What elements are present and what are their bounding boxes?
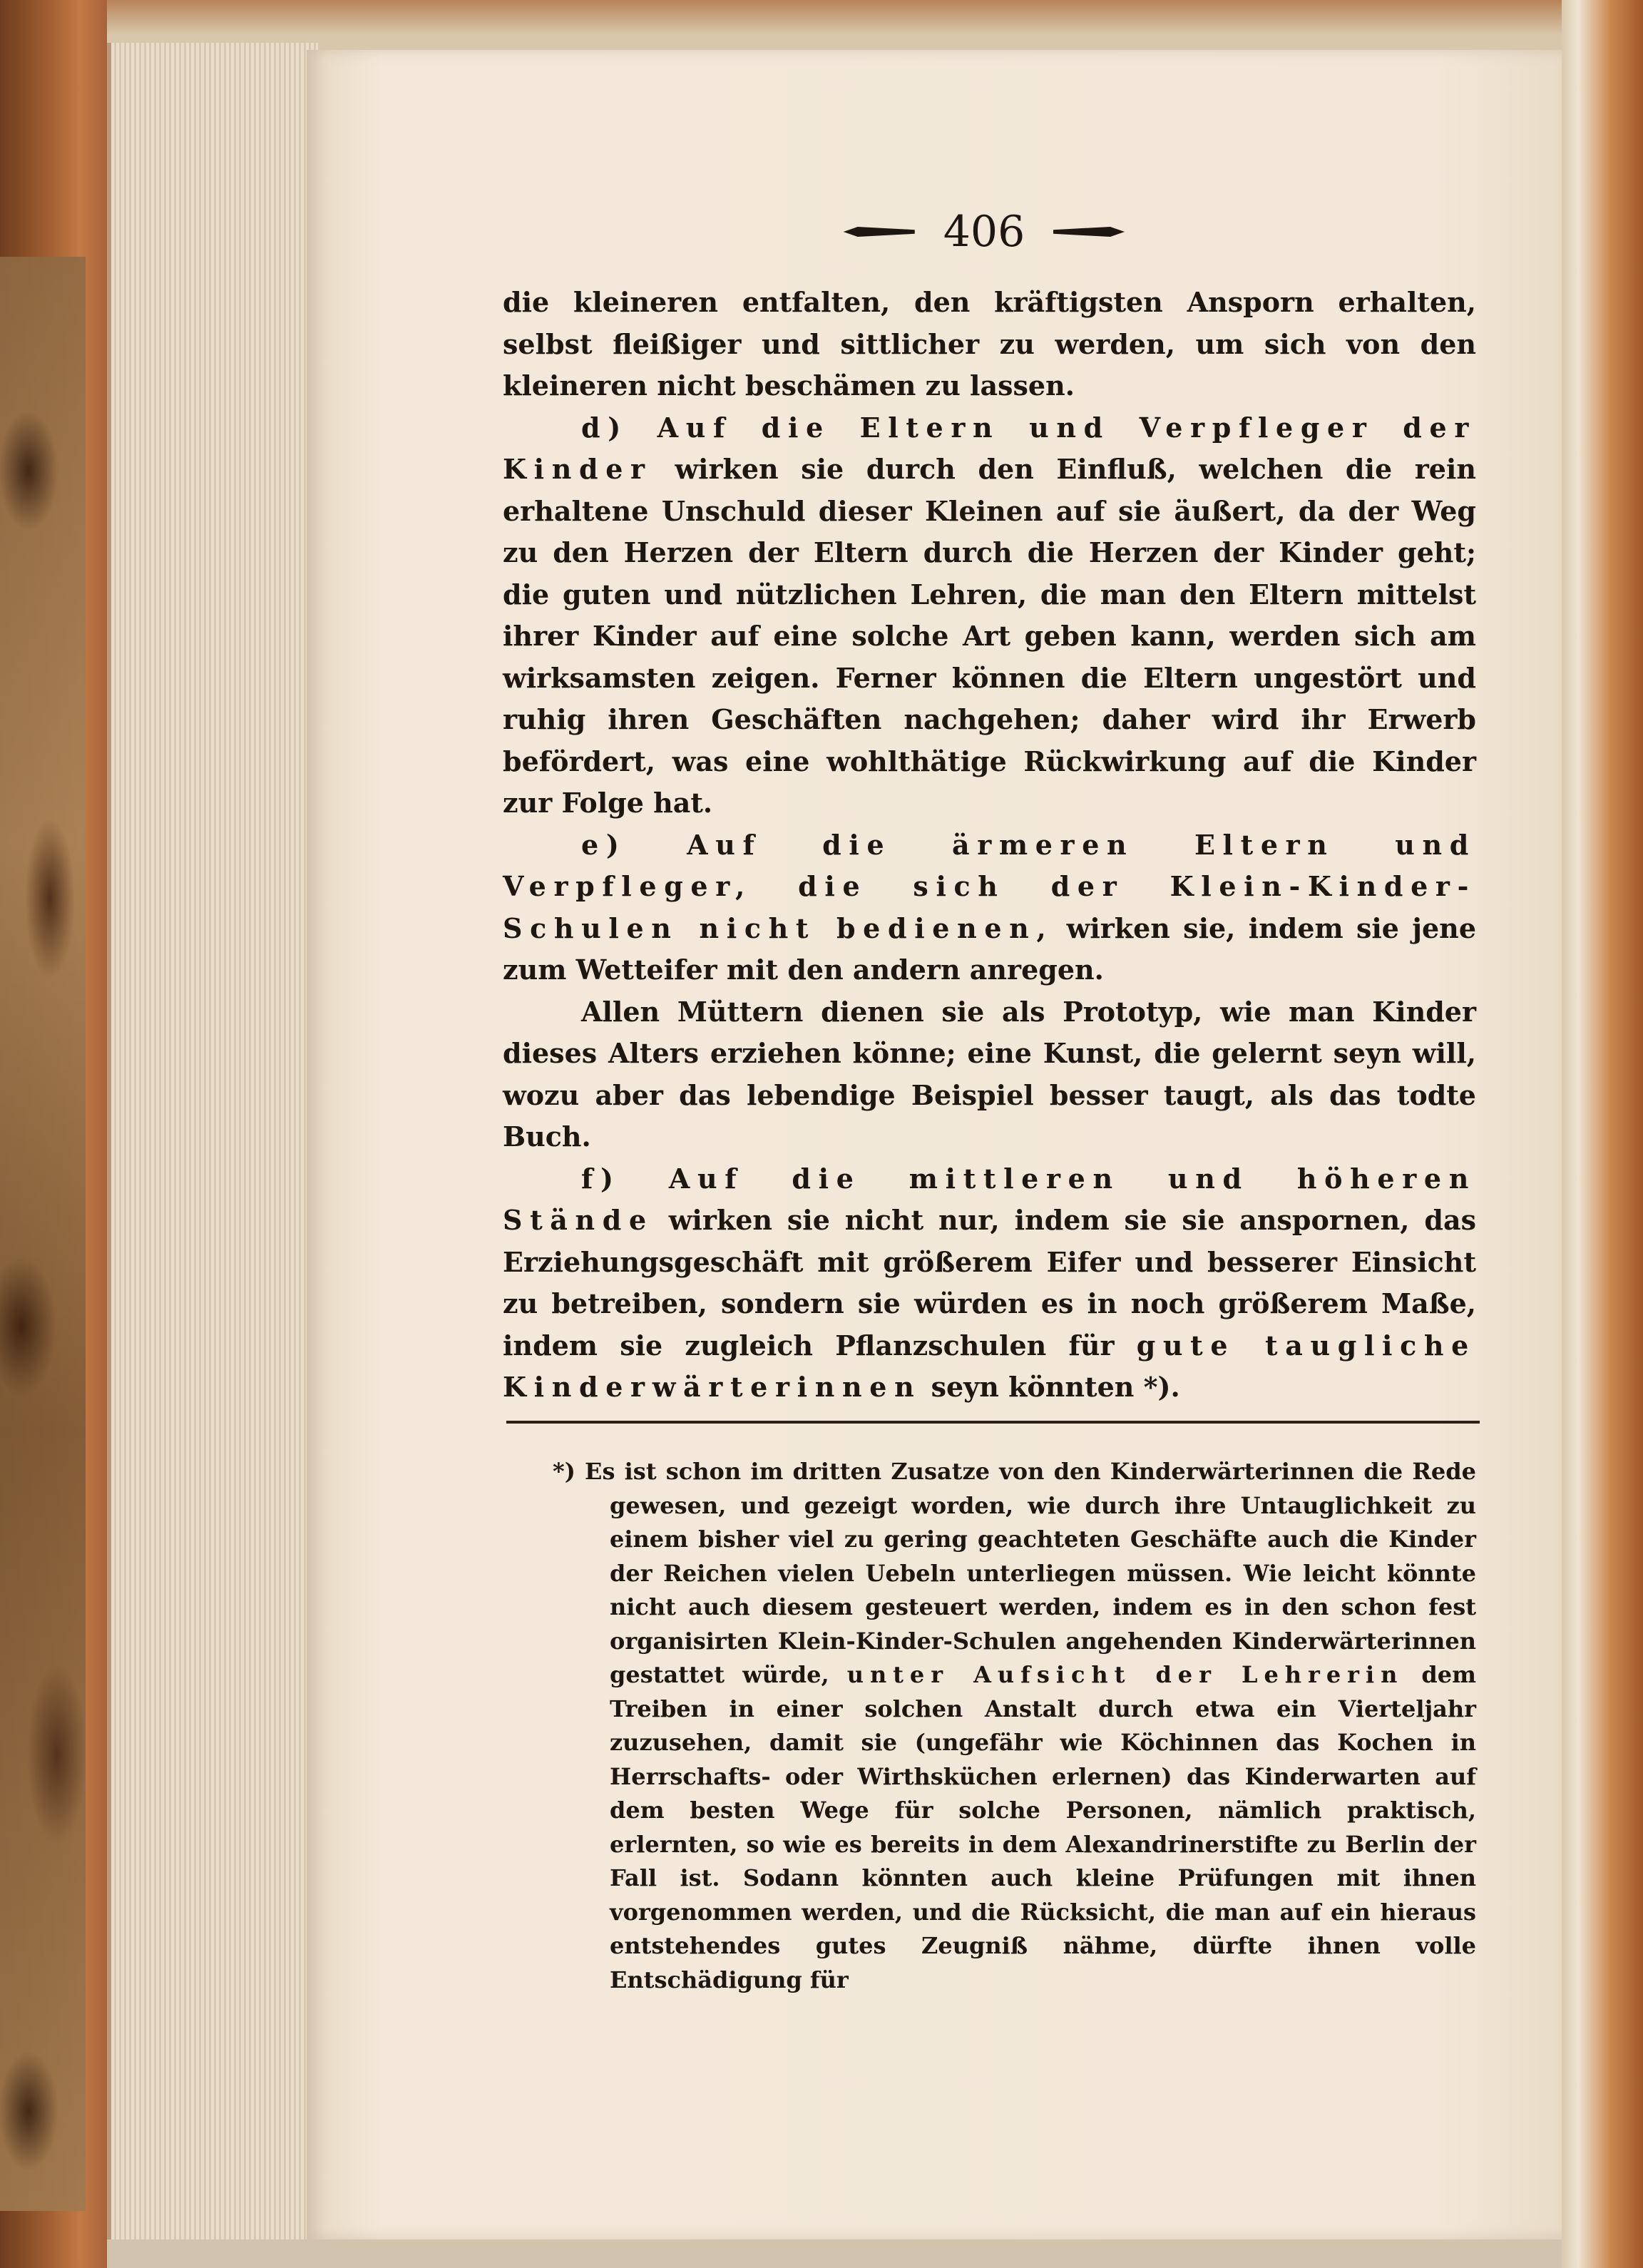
paragraph-e-heading: e) Auf die ärmeren Eltern und Verpfleger, die sich der Klein-Kinder-Schulen nicht bedienen, xyxy=(503,828,1476,944)
paragraph-f-text: wirken sie nicht nur, indem sie sie anspornen, das Erziehungsgeschäft mit größerem Eifer und besserer Einsicht zu betreiben, sondern sie würden es in noch größerem Maße, indem sie zugleich Pflanzschulen für xyxy=(503,1204,1476,1362)
paragraph-d-heading: d) Auf die Eltern und Verpfleger der Kinder xyxy=(503,411,1476,485)
paragraph-d xyxy=(503,407,1476,824)
marbled-paper xyxy=(0,257,86,2211)
footnote-marker: *) xyxy=(553,1458,575,1485)
footnote-text-b: dem Treiben in einer solchen Anstalt durch etwa ein Vierteljahr zuzusehen, damit sie (ungefähr wie Köchinnen das Kochen in Herrschafts- oder Wirthsküchen erlernen) das Kinderwarten auf dem besten Wege für solche Personen, nämlich praktisch, erlernten, so wie es bereits in dem Alexandrinerstifte zu Berlin der Fall ist. Sodann könnten auch kleine Prüfungen mit ihnen vorgenommen werden, und die Rücksicht, die man auf ein hieraus entstehendes gutes Zeugniß nähme, dürfte ihnen volle Entschädigung für xyxy=(610,1661,1476,1993)
paragraph-d-text: wirken sie durch den Einfluß, welchen die rein erhaltene Unschuld dieser Kleinen auf sie äußert, da der Weg zu den Herzen der Eltern durch die Herzen der Kinder geht; die guten und nützlichen Lehren, die man den Eltern mittelst ihrer Kinder auf eine solche Art geben kann, werden sich am wirksamsten zeigen. Ferner können die Eltern ungestört und ruhig ihren Geschäften nachgehen; daher wird ihr Erwerb befördert, was eine wohlthätige Rückwirkung auf die Kinder zur Folge hat. xyxy=(503,453,1476,819)
paragraph-e xyxy=(503,824,1476,991)
paragraph-continuation: die kleineren entfalten, den kräftigsten Ansporn erhalten, selbst fleißiger und sittlicher zu werden, um sich von den kleineren nicht beschämen zu lassen. xyxy=(503,286,1476,402)
book-top-edge xyxy=(107,0,1562,50)
page-number: 406 xyxy=(943,207,1025,257)
paragraph-f-emphasis: gute taugliche Kinderwärterinnen xyxy=(503,1329,1476,1403)
paragraph-mothers: Allen Müttern dienen sie als Prototyp, wie man Kinder dieses Alters erziehen könne; eine Kunst, die gelernt seyn will, wozu aber das lebendige Beispiel besser taugt, als das todte Buch. xyxy=(503,995,1476,1153)
footnote-emphasis: unter Aufsicht der Lehrerin xyxy=(846,1661,1404,1688)
paragraph-f-heading: f) Auf die mittleren und höheren Stände xyxy=(503,1162,1476,1236)
paragraph-f xyxy=(503,1158,1476,1409)
main-text xyxy=(503,282,1476,1409)
footnote-text-a: Es ist schon im dritten Zusatze von den Kinderwärterinnen die Rede gewesen, und gezeigt worden, wie durch ihre Untauglichkeit zu einem bisher viel zu gering geachteten Geschäfte auch die Kinder der Reichen vielen Uebeln unterliegen müssen. Wie leicht könnte nicht auch diesem gesteuert werden, indem es in den schon fest organisirten Klein-Kinder-Schulen angehenden Kinderwärterinnen gestattet würde, xyxy=(575,1458,1476,1688)
footnote-paragraph xyxy=(553,1455,1476,1997)
header-ornament-left xyxy=(844,227,915,237)
footnote-divider xyxy=(506,1421,1480,1424)
page-stack-edge xyxy=(107,43,318,2239)
header-ornament-right xyxy=(1053,227,1125,237)
paragraph-e-text: wirken sie, indem sie jene zum Wetteifer mit den andern anregen. xyxy=(503,911,1476,986)
footnote xyxy=(553,1455,1476,1997)
page-header xyxy=(834,203,1134,260)
book-cover-right xyxy=(1562,0,1643,2268)
paragraph-f-end: seyn könnten *). xyxy=(921,1371,1180,1403)
